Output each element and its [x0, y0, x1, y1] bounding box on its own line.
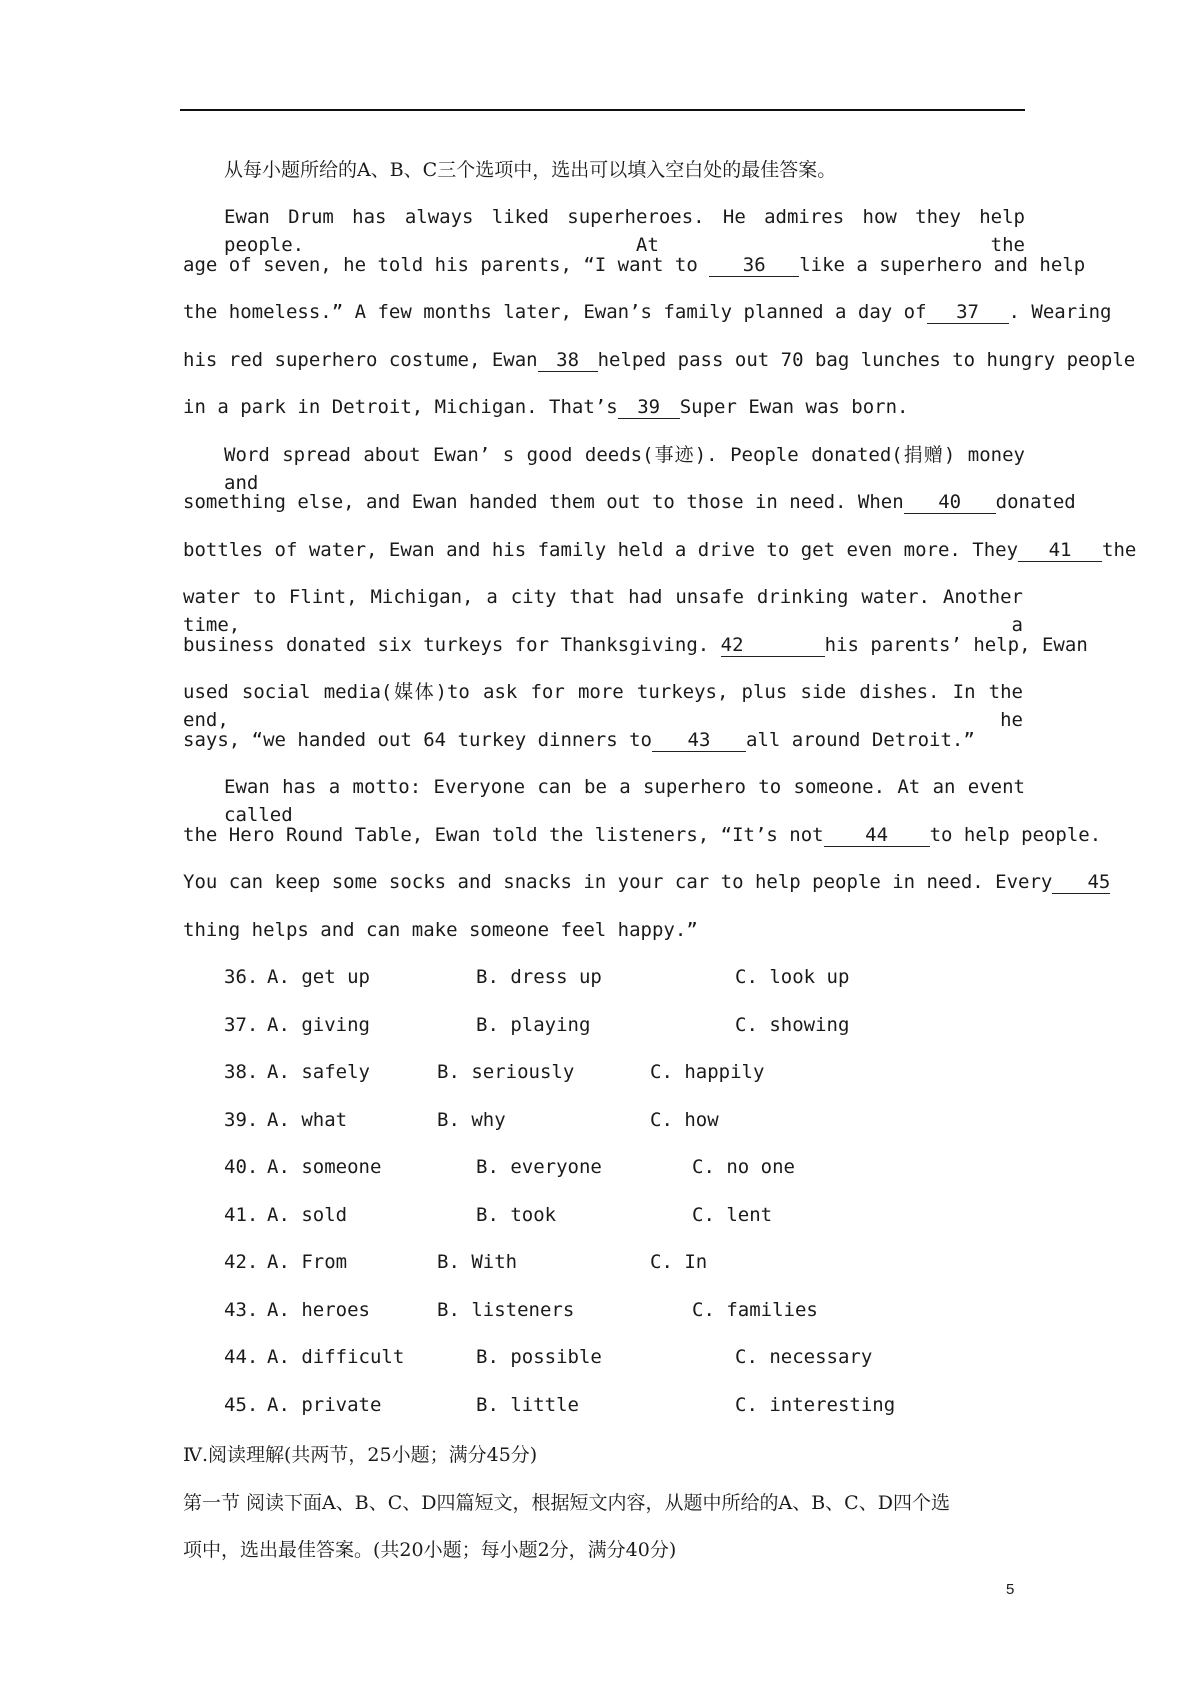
option-c: C. happily: [650, 1061, 765, 1083]
option-c: C. necessary: [735, 1346, 873, 1368]
blank-40: 40: [904, 491, 996, 514]
page-number: 5: [1006, 1581, 1015, 1598]
passage-line: in a park in Detroit, Michigan. That’s 39 Super Ewan was born.: [183, 396, 909, 418]
blank-36: 36: [709, 254, 799, 277]
option-a: A. private: [267, 1393, 382, 1416]
option-b: B. seriously: [437, 1061, 575, 1083]
passage-line: Word spread about Ewan’ s good deeds(事迹). People donated(捐赠) money and: [224, 444, 1025, 494]
option-a: A. difficult: [267, 1346, 405, 1368]
option-b: B. listeners: [437, 1298, 575, 1321]
question-number: 37.: [224, 1013, 259, 1036]
option-a: A. safely: [267, 1061, 370, 1083]
blank-45: 45: [1052, 871, 1110, 894]
option-c: C. look up: [735, 966, 850, 988]
blank-41: 41: [1018, 539, 1102, 562]
passage-line: says, “we handed out 64 turkey dinners to 43 all around Detroit.”: [183, 729, 975, 751]
option-b: B. took: [476, 1203, 557, 1226]
header-rule: [180, 109, 1025, 111]
blank-44: 44: [824, 824, 930, 847]
option-c: C. interesting: [735, 1393, 896, 1416]
question-number: 38.: [224, 1061, 259, 1083]
option-c: C. showing: [735, 1013, 850, 1036]
question-number: 40.: [224, 1156, 259, 1178]
option-b: B. everyone: [476, 1156, 602, 1178]
passage-line: bottles of water, Ewan and his family held a drive to get even more. They 41 the: [183, 539, 1137, 561]
blank-39: 39: [618, 396, 680, 419]
instruction: 从每小题所给的A、B、C三个选项中，选出可以填入空白处的最佳答案。: [224, 159, 837, 181]
passage-line: used social media(媒体)to ask for more turkeys, plus side dishes. In the end, he: [183, 681, 1023, 731]
option-b: B. why: [437, 1108, 506, 1131]
section-subheading: 项中，选出最佳答案。(共20小题；每小题2分，满分40分): [183, 1539, 677, 1561]
option-c: C. In: [650, 1251, 708, 1273]
option-c: C. no one: [692, 1156, 795, 1178]
passage-line: water to Flint, Michigan, a city that had unsafe drinking water. Another time, a: [183, 586, 1023, 636]
question-number: 43.: [224, 1298, 259, 1321]
blank-38: 38: [538, 349, 598, 372]
option-a: A. someone: [267, 1156, 382, 1178]
passage-line: something else, and Ewan handed them out to those in need. When 40 donated: [183, 491, 1076, 513]
option-b: B. playing: [476, 1013, 591, 1036]
passage-line: You can keep some socks and snacks in your car to help people in need. Every 45: [183, 871, 1111, 893]
blank-37: 37: [927, 301, 1009, 324]
section-heading: Ⅳ.阅读理解(共两节，25小题；满分45分): [183, 1444, 538, 1466]
option-b: B. possible: [476, 1346, 602, 1368]
question-number: 41.: [224, 1203, 259, 1226]
question-number: 44.: [224, 1346, 259, 1368]
section-subheading: 第一节 阅读下面A、B、C、D四篇短文，根据短文内容，从题中所给的A、B、C、D四个选: [183, 1492, 950, 1514]
option-b: B. dress up: [476, 966, 602, 988]
option-b: B. With: [437, 1251, 518, 1273]
option-a: A. sold: [267, 1203, 348, 1226]
passage-line: business donated six turkeys for Thanksgiving. 42 his parents’ help, Ewan: [183, 634, 1088, 656]
passage-line: the Hero Round Table, Ewan told the listeners, “It’s not 44 to help people.: [183, 824, 1102, 846]
option-b: B. little: [476, 1393, 579, 1416]
passage-line: his red superhero costume, Ewan 38 helped pass out 70 bag lunches to hungry people: [183, 349, 1136, 371]
passage-line: the homeless.” A few months later, Ewan’s family planned a day of 37 . Wearing: [183, 301, 1112, 323]
option-a: A. what: [267, 1108, 348, 1131]
option-a: A. heroes: [267, 1298, 370, 1321]
passage-line: age of seven, he told his parents, “I want to 36 like a superhero and help: [183, 254, 1086, 276]
option-a: A. From: [267, 1251, 348, 1273]
passage-line: Ewan Drum has always liked superheroes. He admires how they help people. At the: [224, 206, 1025, 256]
question-number: 39.: [224, 1108, 259, 1131]
option-c: C. lent: [692, 1203, 773, 1226]
blank-42: 42: [721, 634, 825, 657]
option-a: A. giving: [267, 1013, 370, 1036]
question-number: 36.: [224, 966, 259, 988]
question-number: 45.: [224, 1393, 259, 1416]
question-number: 42.: [224, 1251, 259, 1273]
passage-line: thing helps and can make someone feel happy.”: [183, 919, 698, 941]
option-c: C. families: [692, 1298, 818, 1321]
option-a: A. get up: [267, 966, 370, 988]
passage-line: Ewan has a motto: Everyone can be a superhero to someone. At an event called: [224, 776, 1025, 826]
blank-43: 43: [652, 729, 746, 752]
option-c: C. how: [650, 1108, 719, 1131]
